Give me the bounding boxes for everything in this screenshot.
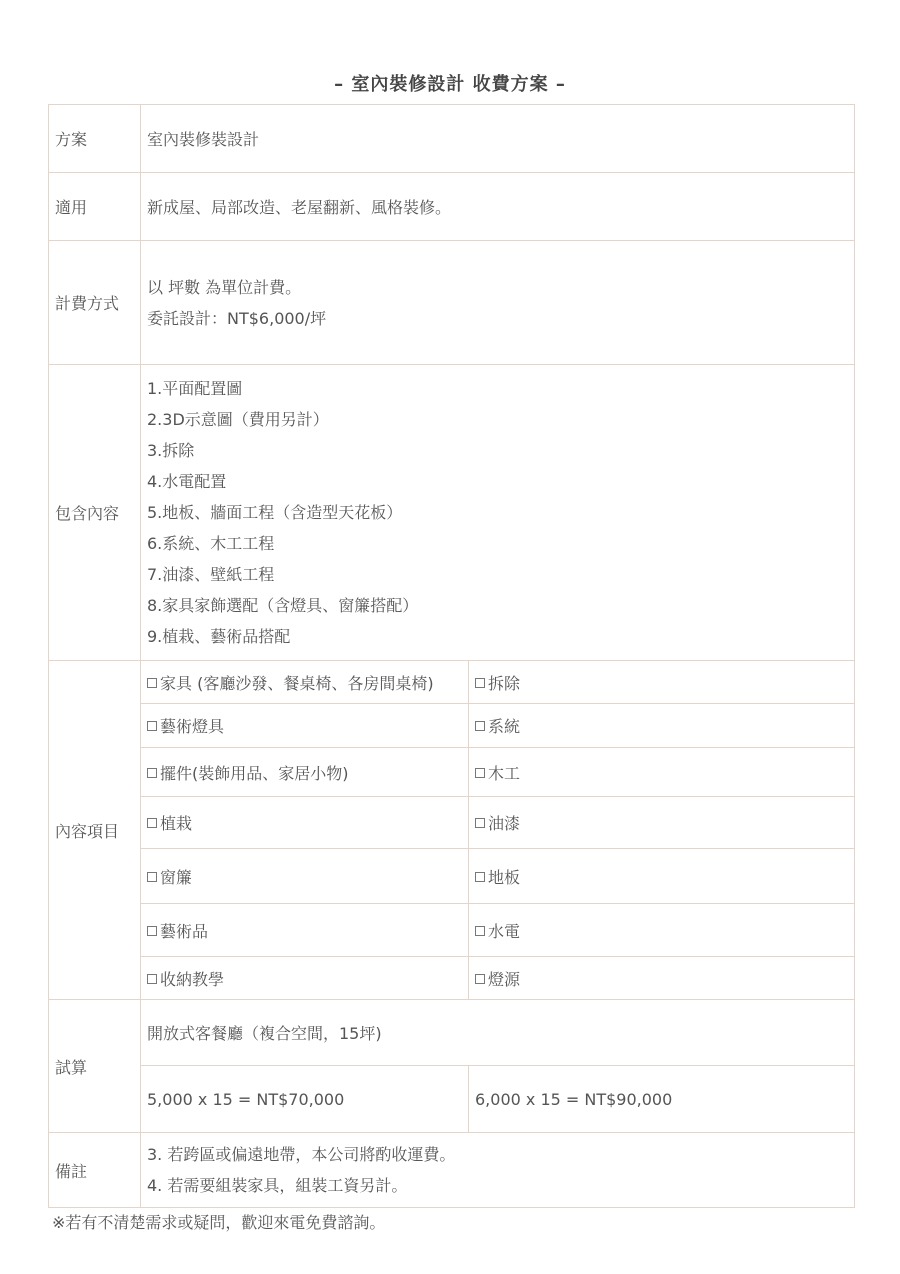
checkbox-item: [469, 704, 855, 748]
estimate-calc-right: 6,000 x 15 = NT$90,000: [469, 1066, 855, 1133]
list-item: 3.拆除: [147, 441, 195, 460]
checkbox-icon: [475, 872, 485, 882]
row-label: 試算: [49, 1000, 141, 1133]
checkbox-item: [141, 957, 469, 1000]
checkbox-item: [469, 661, 855, 704]
row-label: 內容項目: [49, 661, 141, 1000]
row-notes: [49, 1133, 855, 1208]
checkbox-icon: [147, 768, 157, 778]
checkbox-item: [141, 797, 469, 849]
checkbox-icon: [475, 818, 485, 828]
page-title: – 室內裝修設計 收費方案 –: [334, 74, 566, 95]
checkbox-item: [469, 849, 855, 904]
billing-line: 委託設計：NT$6,000/坪: [147, 308, 327, 328]
checkbox-icon: [147, 872, 157, 882]
checkbox-label: 藝術燈具: [160, 717, 225, 736]
checkbox-icon: [475, 721, 485, 731]
checkbox-label: 窗簾: [160, 867, 193, 887]
row-label: 備註: [49, 1133, 141, 1208]
checkbox-label: 家具 (客廳沙發、餐桌椅、各房間桌椅): [160, 673, 434, 693]
list-item: 8.家具家飾選配（含燈具、窗簾搭配）: [147, 596, 419, 615]
row-value: [141, 1133, 855, 1208]
row-content-items: [49, 661, 855, 704]
checkbox-label: 擺件(裝飾用品、家居小物): [160, 763, 349, 783]
row-label: 計費方式: [49, 241, 141, 365]
list-item: 5.地板、牆面工程（含造型天花板）: [147, 503, 403, 522]
row-value: [141, 241, 855, 365]
note-line: 3. 若跨區或偏遠地帶，本公司將酌收運費。: [147, 1145, 456, 1164]
row-applicable: [49, 173, 855, 241]
checkbox-item: [469, 748, 855, 797]
row-includes: [49, 365, 855, 661]
row-content-items: [49, 849, 855, 904]
checkbox-icon: [475, 678, 485, 688]
checkbox-icon: [147, 926, 157, 936]
note-line: 4. 若需要組裝家具，組裝工資另計。: [147, 1176, 408, 1195]
checkbox-icon: [147, 678, 157, 688]
row-value: 新成屋、局部改造、老屋翻新、風格裝修。: [141, 173, 855, 241]
row-content-items: [49, 957, 855, 1000]
list-item: 4.水電配置: [147, 472, 227, 491]
checkbox-icon: [475, 768, 485, 778]
row-label: 適用: [49, 173, 141, 241]
row-value: [141, 365, 855, 661]
row-label: 方案: [49, 105, 141, 173]
checkbox-icon: [147, 818, 157, 828]
checkbox-item: [469, 957, 855, 1000]
checkbox-label: 植栽: [160, 814, 193, 833]
checkbox-label: 藝術品: [160, 921, 209, 941]
checkbox-item: [469, 904, 855, 957]
footnote: ※若有不清楚需求或疑問，歡迎來電免費諮詢。: [52, 1213, 386, 1232]
checkbox-item: [141, 748, 469, 797]
checkbox-label: 燈源: [488, 969, 521, 989]
row-plan: [49, 105, 855, 173]
row-value: 室內裝修裝設計: [141, 105, 855, 173]
checkbox-label: 油漆: [488, 814, 521, 833]
estimate-scenario: 開放式客餐廳（複合空間，15坪): [141, 1000, 855, 1066]
checkbox-item: [141, 849, 469, 904]
checkbox-label: 地板: [488, 867, 521, 887]
estimate-calc-left: 5,000 x 15 = NT$70,000: [141, 1066, 469, 1133]
row-content-items: [49, 748, 855, 797]
row-estimate: [49, 1000, 855, 1066]
checkbox-item: [141, 904, 469, 957]
checkbox-icon: [475, 974, 485, 984]
row-estimate: [49, 1066, 855, 1133]
checkbox-label: 水電: [488, 921, 521, 941]
pricing-table: [48, 104, 855, 1208]
row-label: 包含內容: [49, 365, 141, 661]
checkbox-icon: [147, 974, 157, 984]
checkbox-item: [141, 661, 469, 704]
list-item: 2.3D示意圖（費用另計）: [147, 410, 329, 429]
list-item: 7.油漆、壁紙工程: [147, 565, 275, 584]
billing-line: 以 坪數 為單位計費。: [147, 277, 302, 297]
checkbox-label: 拆除: [488, 673, 521, 693]
row-content-items: [49, 704, 855, 748]
checkbox-icon: [475, 926, 485, 936]
list-item: 9.植栽、藝術品搭配: [147, 627, 291, 646]
row-content-items: [49, 797, 855, 849]
checkbox-icon: [147, 721, 157, 731]
checkbox-item: [469, 797, 855, 849]
checkbox-item: [141, 704, 469, 748]
checkbox-label: 系統: [488, 717, 521, 736]
checkbox-label: 收納教學: [160, 969, 225, 989]
row-billing: [49, 241, 855, 365]
list-item: 1.平面配置圖: [147, 379, 243, 398]
checkbox-label: 木工: [488, 763, 521, 783]
row-content-items: [49, 904, 855, 957]
list-item: 6.系統、木工工程: [147, 534, 275, 553]
